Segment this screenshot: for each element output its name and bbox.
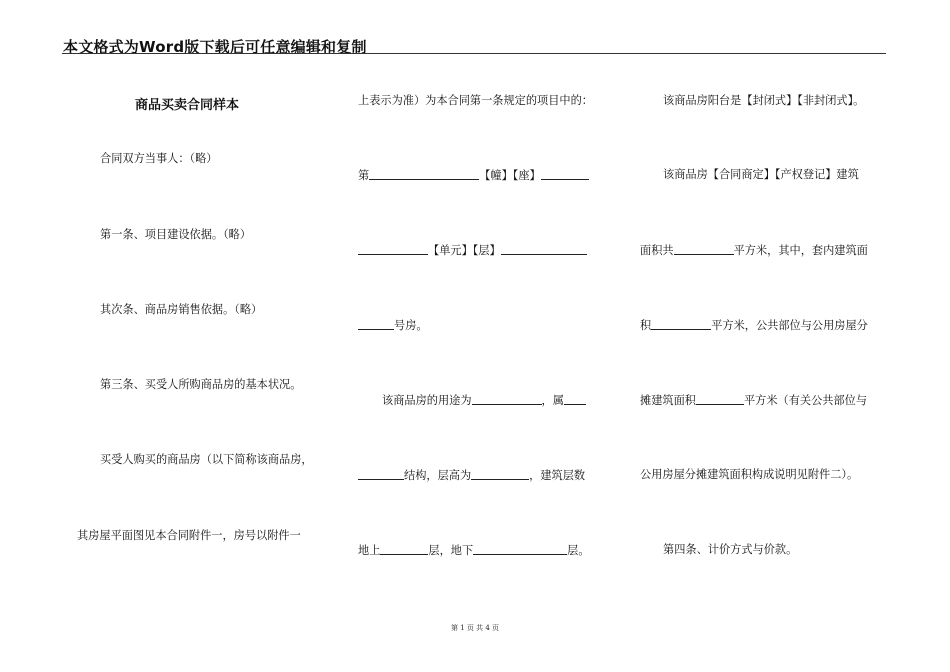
text-shared-prefix: 摊建筑面积 xyxy=(640,394,696,407)
text-shared-suffix: 平方米（有关公共部位与 xyxy=(743,394,868,407)
blank-inner-area xyxy=(651,318,711,330)
line-usage xyxy=(382,393,586,408)
header-divider xyxy=(62,53,886,54)
line-unit-floor xyxy=(358,243,587,258)
blank-floor xyxy=(501,243,587,255)
line-floors-above-below xyxy=(358,543,590,558)
line-structure xyxy=(358,468,585,483)
document-title: 商品买卖合同样本 xyxy=(135,98,240,113)
text-ji: 积 xyxy=(640,319,652,332)
line-area-type: 该商品房【合同商定】【产权登记】建筑 xyxy=(663,168,859,181)
line-inner-area xyxy=(640,318,868,333)
line-attachment-2: 公用房屋分摊建筑面积构成说明见附件二）。 xyxy=(640,468,859,481)
text-room: 号房。 xyxy=(394,319,428,332)
blank-shared-area xyxy=(696,393,744,405)
blank-structure-type xyxy=(564,393,586,405)
text-above: 地上 xyxy=(358,544,381,557)
text-usage: 该商品房的用途为 xyxy=(382,394,472,407)
paragraph-article-1: 第一条、项目建设依据。（略） xyxy=(100,228,252,241)
text-di: 第 xyxy=(358,169,370,182)
line-shared-area xyxy=(640,393,867,408)
text-below: 层，地下 xyxy=(428,544,474,557)
paragraph-parties: 合同双方当事人：（略） xyxy=(100,152,218,165)
text-shared-area: 平方米，公共部位与公用房屋分 xyxy=(711,319,868,332)
blank-room-number xyxy=(358,318,394,330)
line-project-intro: 上表示为准）为本合同第一条规定的项目中的： xyxy=(358,94,593,107)
blank-building-extra xyxy=(541,168,589,180)
text-inner-area: 平方米，其中，套内建筑面 xyxy=(733,244,868,257)
text-floor-count: ，建筑层数 xyxy=(529,469,586,482)
document-header-title: 本文格式为Word版下载后可任意编辑和复制 xyxy=(63,38,367,56)
blank-unit xyxy=(358,243,428,255)
line-article-4: 第四条、计价方式与价款。 xyxy=(663,543,798,556)
text-structure-height: 结构，层高为 xyxy=(404,469,472,482)
paragraph-article-3: 第三条、买受人所购商品房的基本状况。 xyxy=(100,378,302,391)
text-building-options: 【幢】【座】 xyxy=(479,169,541,182)
blank-usage xyxy=(472,393,542,405)
text-floor-end: 层。 xyxy=(567,544,590,557)
line-balcony: 该商品房阳台是【封闭式】【非封闭式】。 xyxy=(663,94,865,107)
blank-building-number xyxy=(369,168,479,180)
paragraph-article-2: 其次条、商品房销售依据。（略） xyxy=(100,303,263,316)
line-building xyxy=(358,168,589,183)
page-number: 第 1 页 共 4 页 xyxy=(450,624,500,632)
text-total-area: 面积共 xyxy=(640,244,674,257)
paragraph-floor-plan: 其房屋平面图见本合同附件一，房号以附件一 xyxy=(77,529,301,542)
text-belongs: ，属 xyxy=(541,394,564,407)
text-unit-options: 【单元】【层】 xyxy=(428,244,501,257)
blank-floor-height xyxy=(471,468,529,480)
paragraph-buyer-purchase: 买受人购买的商品房（以下简称该商品房， xyxy=(100,453,313,466)
blank-floors-below xyxy=(473,543,567,555)
line-total-area xyxy=(640,243,868,258)
blank-floors-above xyxy=(380,543,428,555)
line-room-number xyxy=(358,318,428,333)
blank-structure xyxy=(358,468,404,480)
blank-total-area xyxy=(674,243,734,255)
